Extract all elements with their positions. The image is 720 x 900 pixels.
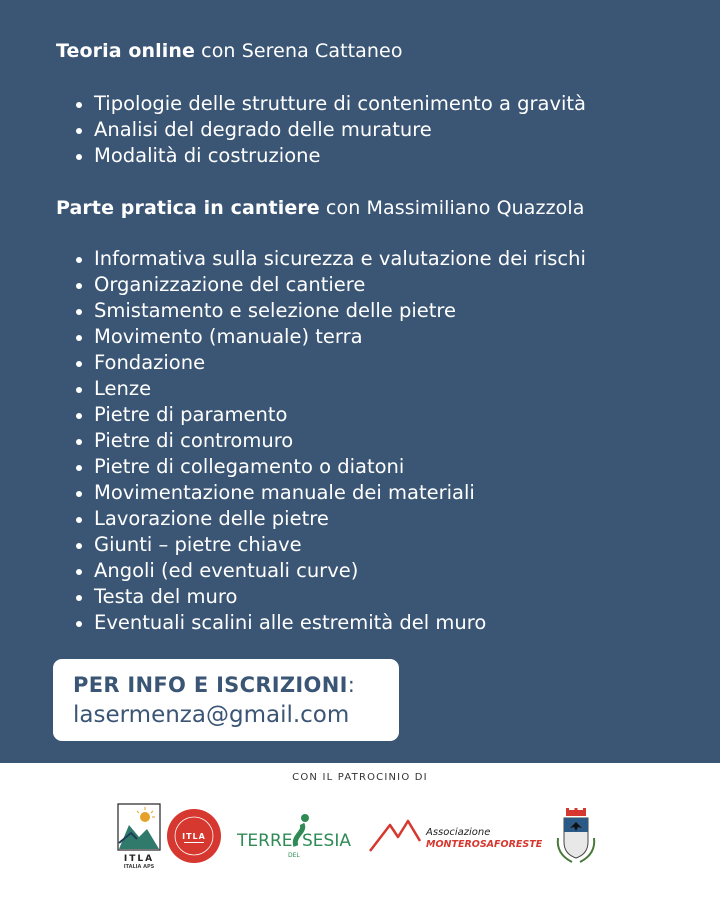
theory-heading xyxy=(56,40,403,62)
theory-teacher: con Serena Cattaneo xyxy=(195,40,403,62)
itla-logo-text: ITLA xyxy=(123,854,155,864)
list-item: Pietre di contromuro xyxy=(74,428,586,454)
terre-del-sesia-logo xyxy=(236,806,354,864)
list-item: Movimento (manuale) terra xyxy=(74,324,586,350)
list-item: Lenze xyxy=(74,376,586,402)
practice-list xyxy=(74,246,586,636)
school-logo xyxy=(166,808,222,864)
list-item: Analisi del degrado delle murature xyxy=(74,117,586,143)
leaf-icon xyxy=(301,814,309,822)
list-item: Angoli (ed eventuali curve) xyxy=(74,558,586,584)
list-item: Tipologie delle strutture di contenimento a gravità xyxy=(74,91,586,117)
info-box xyxy=(53,659,399,741)
theory-label: Teoria online xyxy=(56,40,196,62)
list-item: Pietre di collegamento o diatoni xyxy=(74,454,586,480)
email-link[interactable]: lasermenza@gmail.com xyxy=(73,702,350,728)
list-item: Pietre di paramento xyxy=(74,402,586,428)
info-title-colon: : xyxy=(347,673,356,697)
list-item: Fondazione xyxy=(74,350,586,376)
info-title-text: PER INFO E ISCRIZIONI xyxy=(73,673,348,697)
monterosa-logo-line1: Associazione xyxy=(426,827,491,838)
school-logo-bar xyxy=(184,842,204,843)
crown-icon xyxy=(566,808,586,816)
terre-logo-del: DEL xyxy=(288,852,300,859)
list-item: Lavorazione delle pietre xyxy=(74,506,586,532)
list-item: Modalità di costruzione xyxy=(74,143,586,169)
sun-icon xyxy=(140,812,150,822)
list-item: Informativa sulla sicurezza e valutazione dei rischi xyxy=(74,246,586,272)
list-item: Testa del muro xyxy=(74,584,586,610)
list-item: Smistamento e selezione delle pietre xyxy=(74,298,586,324)
theory-list xyxy=(74,91,586,169)
list-item: Eventuali scalini alle estremità del muro xyxy=(74,610,586,636)
school-logo-text: ITLA xyxy=(182,832,206,841)
mountain-peaks-icon xyxy=(370,821,420,851)
itla-logo xyxy=(117,803,161,869)
practice-teacher: con Massimiliano Quazzola xyxy=(319,197,585,219)
terre-logo-text-2: SESIA xyxy=(302,831,351,851)
itla-logo-sub: ITALIA APS xyxy=(123,864,155,870)
info-title xyxy=(73,673,355,697)
list-item: Giunti – pietre chiave xyxy=(74,532,586,558)
practice-label: Parte pratica in cantiere xyxy=(56,197,320,219)
coat-of-arms-icon xyxy=(552,808,600,868)
terre-logo-text-1: TERRE xyxy=(237,831,293,851)
practice-heading xyxy=(56,197,585,219)
patronage-label: CON IL PATROCINIO DI xyxy=(292,772,428,783)
list-item: Movimentazione manuale dei materiali xyxy=(74,480,586,506)
monterosa-logo-line2: MONTEROSAFORESTE xyxy=(426,839,543,850)
monterosaforeste-logo xyxy=(368,815,543,857)
list-item: Organizzazione del cantiere xyxy=(74,272,586,298)
